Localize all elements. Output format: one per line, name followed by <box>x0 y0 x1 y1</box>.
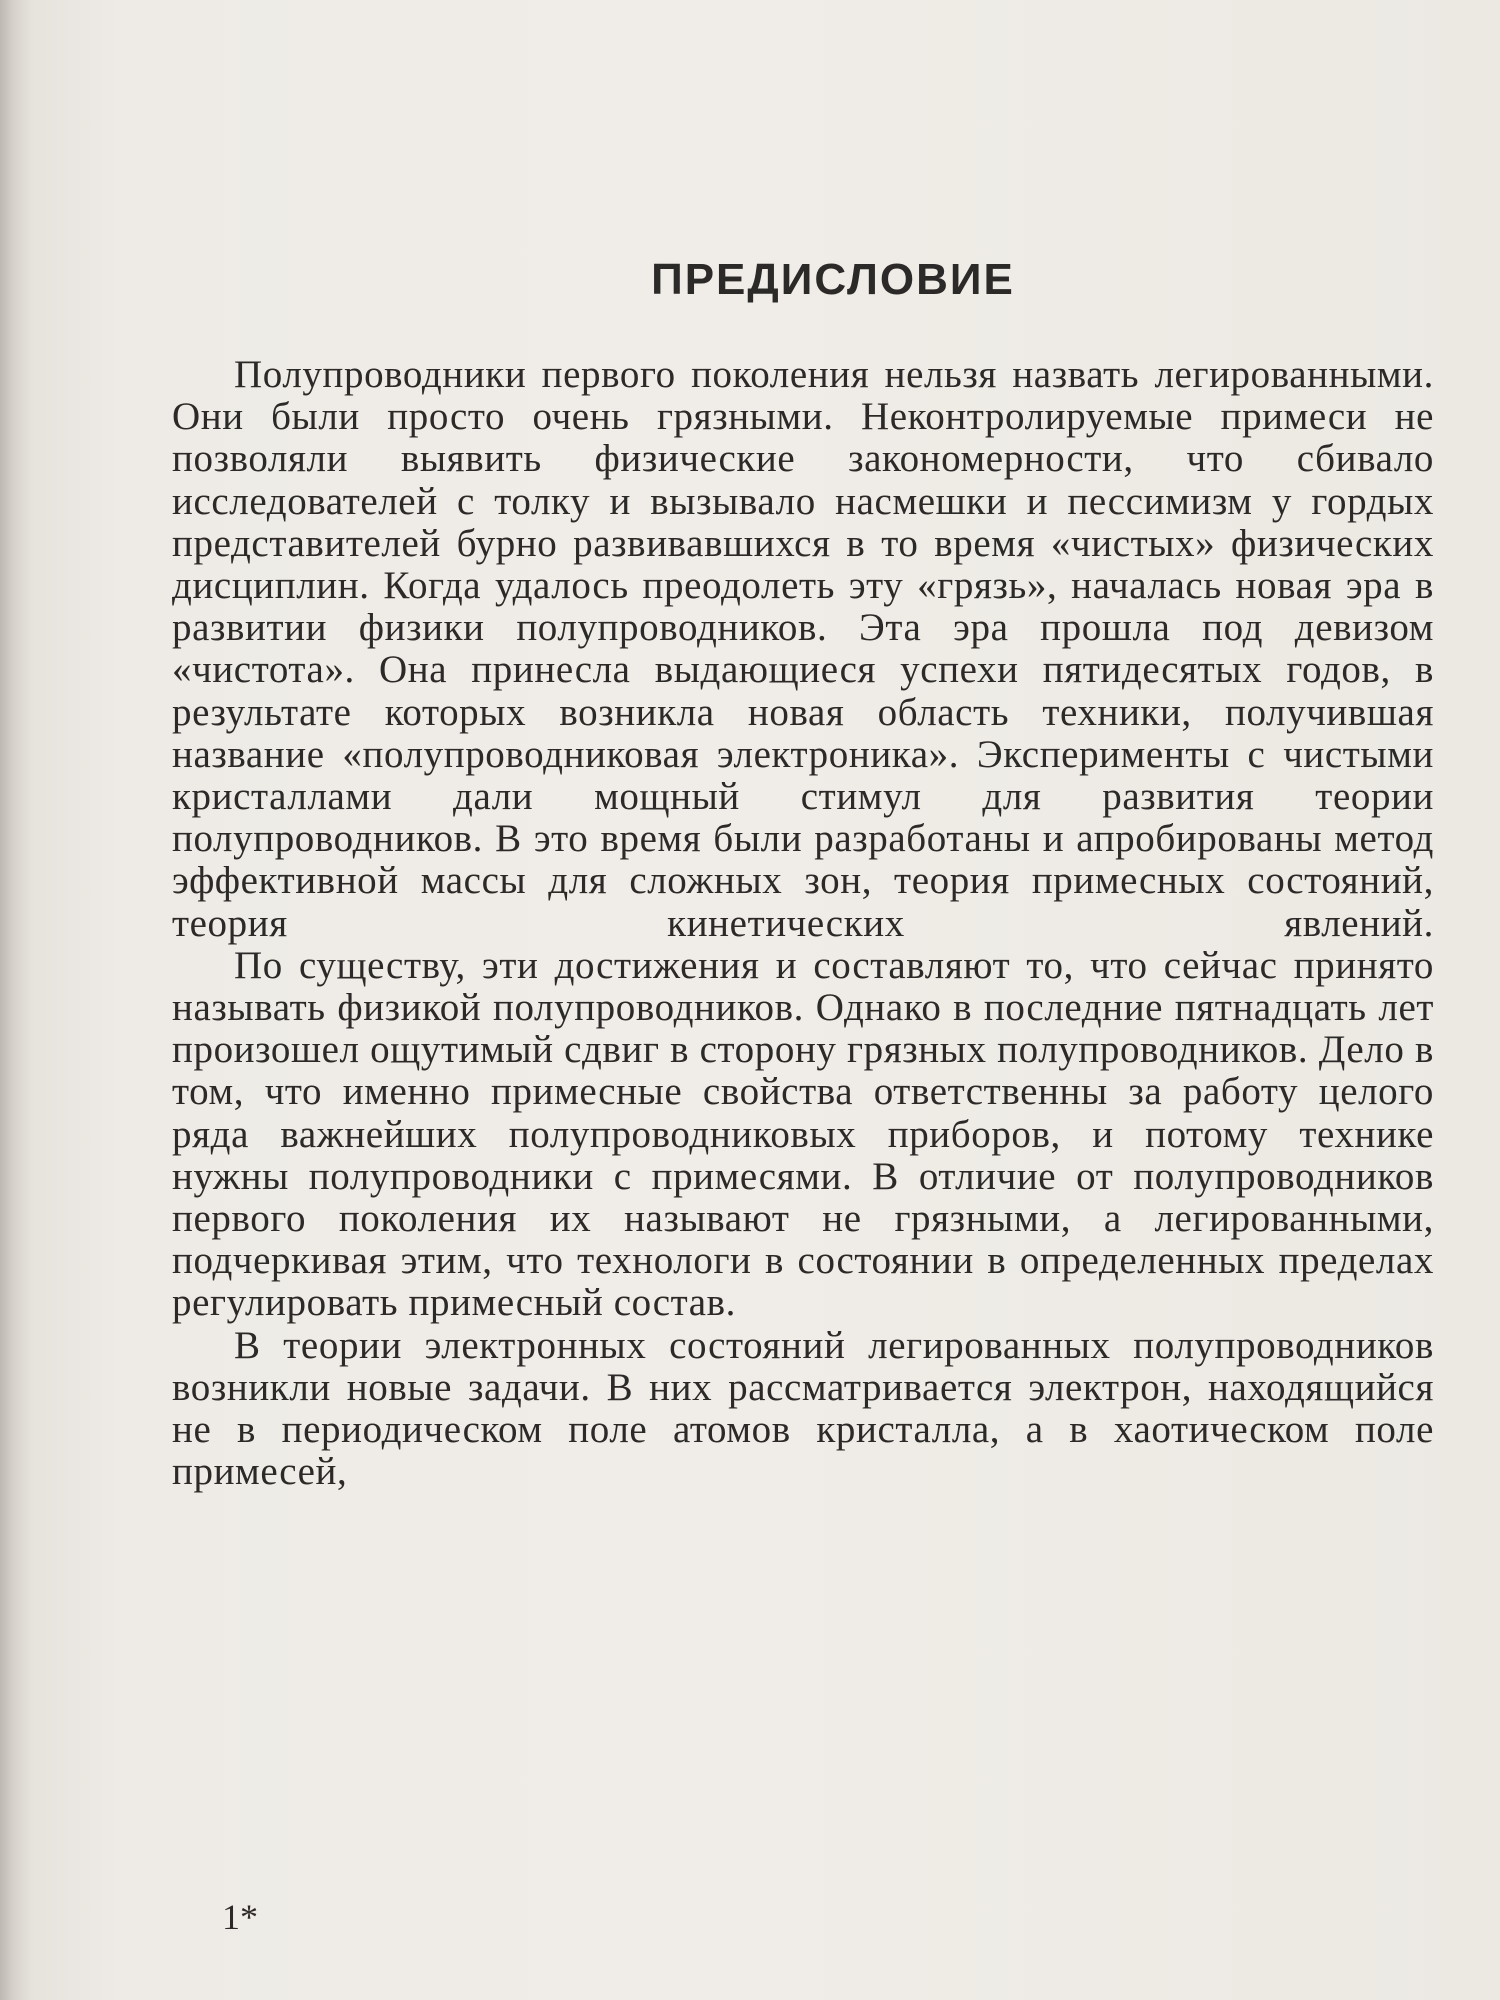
paragraph-1: Полупроводники первого поколения нельзя назвать легированными. Они были просто очень грязными. Неконтролируемые примеси не позволяли выявить физические закономерности, что сбивало исследователей с толку и вызывало насмешки и пессимизм у гордых представителей бурно развивавшихся в то время «чистых» физических дисциплин. Когда удалось преодолеть эту «грязь», началась новая эра в развитии физики полупроводников. Эта эра прошла под девизом «чистота». Она принесла выдающиеся успехи пятидесятых годов, в результате которых возникла новая область техники, получившая название «полупроводниковая электроника». Эксперименты с чистыми кристаллами дали мощный стимул для развития теории полупроводников. В это время были разработаны и апробированы метод эффективной массы для сложных зон, теория примесных состояний, теория кинетических явлений. <box>172 353 1434 945</box>
signature-mark: 1* <box>222 1897 258 1937</box>
page-content <box>172 252 1434 1493</box>
page-heading: ПРЕДИСЛОВИЕ <box>651 255 1015 304</box>
paragraph-3: В теории электронных состояний легированных полупроводников возникли новые задачи. В них рассматривается электрон, находящийся не в периодическом поле атомов кристалла, а в хаотическом поле примесей, <box>172 1323 1434 1494</box>
page-gutter <box>0 0 30 2000</box>
paragraph-2: По существу, эти достижения и составляют то, что сейчас принято называть физикой полупроводников. Однако в последние пятнадцать лет произошел ощутимый сдвиг в сторону грязных полупроводников. Дело в том, что именно примесные свойства ответственны за работу целого ряда важнейших полупроводниковых приборов, и потому технике нужны полупроводники с примесями. В отличие от полупроводников первого поколения их называют не грязными, а легированными, подчеркивая этим, что технологи в состоянии в определенных пределах регулировать примесный состав. <box>172 943 1434 1325</box>
